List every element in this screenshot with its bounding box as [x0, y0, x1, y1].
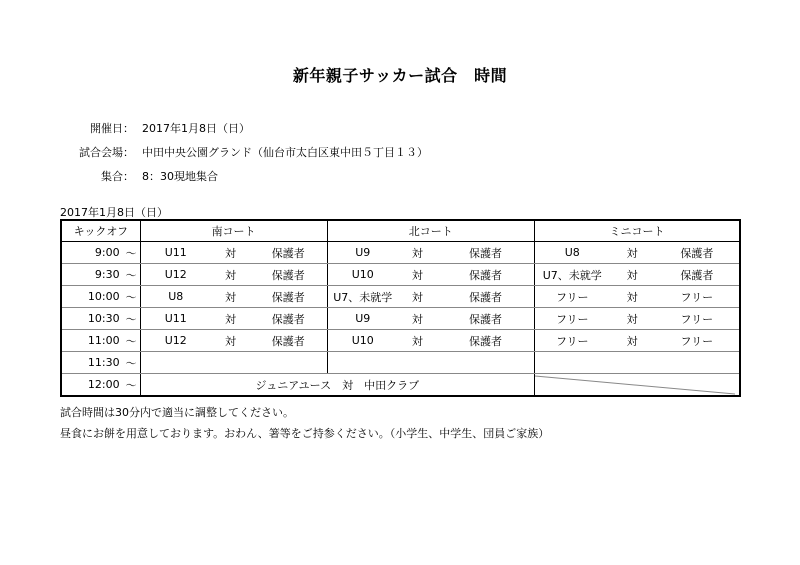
north-team-a: U10: [327, 264, 398, 286]
match-rows: [61, 242, 740, 352]
tilde-cell: ～: [123, 286, 140, 308]
table-row: [61, 286, 740, 308]
table-row: [61, 308, 740, 330]
mini-versus: 対: [609, 330, 654, 352]
north-cell-empty: [327, 352, 534, 374]
info-meeting-label: 集合：: [101, 170, 134, 183]
info-meeting: [60, 168, 218, 184]
diagonal-line: [535, 374, 735, 395]
north-versus: 対: [398, 264, 437, 286]
north-team-a: U9: [327, 308, 398, 330]
page-title: 新年親子サッカー試合 時間: [292, 66, 508, 85]
time-cell: 9:30: [61, 264, 123, 286]
north-team-b: 保護者: [437, 242, 535, 264]
tilde-cell: ～: [123, 330, 140, 352]
header-north-court: 北コート: [327, 220, 534, 242]
north-versus: 対: [398, 330, 437, 352]
north-versus: 対: [398, 242, 437, 264]
mini-versus: 対: [609, 286, 654, 308]
table-row-1130: [61, 352, 740, 374]
time-cell: 11:00: [61, 330, 123, 352]
table-row: [61, 330, 740, 352]
north-versus: 対: [398, 286, 437, 308]
table-header-row: [61, 220, 740, 242]
mini-team-b: フリー: [655, 330, 740, 352]
mini-cell-empty: [535, 352, 740, 374]
time-cell: 10:00: [61, 286, 123, 308]
table-row: [61, 242, 740, 264]
north-team-b: 保護者: [437, 308, 535, 330]
header-kickoff: キックオフ: [61, 220, 140, 242]
north-team-b: 保護者: [437, 286, 535, 308]
info-venue: [60, 144, 428, 160]
south-team-a: U11: [140, 242, 211, 264]
south-team-b: 保護者: [250, 308, 327, 330]
south-versus: 対: [211, 264, 250, 286]
mini-versus: 対: [609, 242, 654, 264]
south-team-a: U12: [140, 330, 211, 352]
north-team-b: 保護者: [437, 264, 535, 286]
table-date: 2017年1月8日（日）: [60, 206, 168, 219]
north-versus: 対: [398, 308, 437, 330]
schedule-table: [60, 219, 741, 397]
north-team-a: U9: [327, 242, 398, 264]
south-cell-empty: [140, 352, 327, 374]
header-mini-court: ミニコート: [535, 220, 740, 242]
tilde-cell: ～: [123, 264, 140, 286]
mini-team-b: フリー: [655, 308, 740, 330]
mini-cell-crossed: [535, 374, 740, 397]
mini-versus: 対: [609, 308, 654, 330]
time-cell: 10:30: [61, 308, 123, 330]
south-team-b: 保護者: [250, 286, 327, 308]
mini-team-a: フリー: [535, 330, 610, 352]
south-versus: 対: [211, 286, 250, 308]
info-venue-label: 試合会場：: [79, 146, 134, 159]
tilde-cell: ～: [123, 352, 140, 374]
north-team-a: U10: [327, 330, 398, 352]
tilde-cell: ～: [125, 378, 137, 392]
north-team-b: 保護者: [437, 330, 535, 352]
south-team-a: U11: [140, 308, 211, 330]
tilde-cell: ～: [123, 308, 140, 330]
junior-youth-match: ジュニアユース 対 中田クラブ: [140, 374, 534, 397]
table-row-1200: [61, 374, 740, 397]
south-team-b: 保護者: [250, 242, 327, 264]
south-versus: 対: [211, 242, 250, 264]
mini-team-b: 保護者: [655, 264, 740, 286]
mini-team-a: フリー: [535, 286, 610, 308]
south-team-b: 保護者: [250, 264, 327, 286]
time-cell: 11:30: [61, 352, 123, 374]
info-date-value: 2017年1月8日（日）: [142, 122, 250, 135]
note-duration: 試合時間は30分内で適当に調整してください。: [60, 406, 294, 419]
mini-team-b: 保護者: [655, 242, 740, 264]
mini-team-a: U8: [535, 242, 610, 264]
time-cell: 12:00: [87, 378, 120, 391]
mini-versus: 対: [609, 264, 654, 286]
south-team-a: U12: [140, 264, 211, 286]
info-venue-value: 中田中央公園グランド（仙台市太白区東中田５丁目１３）: [142, 146, 428, 159]
table-row: [61, 264, 740, 286]
header-south-court: 南コート: [140, 220, 327, 242]
mini-team-a: U7、未就学: [535, 264, 610, 286]
south-team-b: 保護者: [250, 330, 327, 352]
mini-team-a: フリー: [535, 308, 610, 330]
south-versus: 対: [211, 308, 250, 330]
info-date-label: 開催日：: [90, 122, 134, 135]
south-team-a: U8: [140, 286, 211, 308]
mini-team-b: フリー: [655, 286, 740, 308]
info-date: [60, 120, 250, 136]
north-team-a: U7、未就学: [327, 286, 398, 308]
note-lunch: 昼食にお餅を用意しております。おわん、箸等をご持参ください。（小学生、中学生、団員ご家族）: [60, 427, 550, 440]
tilde-cell: ～: [123, 242, 140, 264]
south-versus: 対: [211, 330, 250, 352]
time-cell: 9:00: [61, 242, 123, 264]
info-meeting-value: 8：30現地集合: [142, 170, 218, 183]
